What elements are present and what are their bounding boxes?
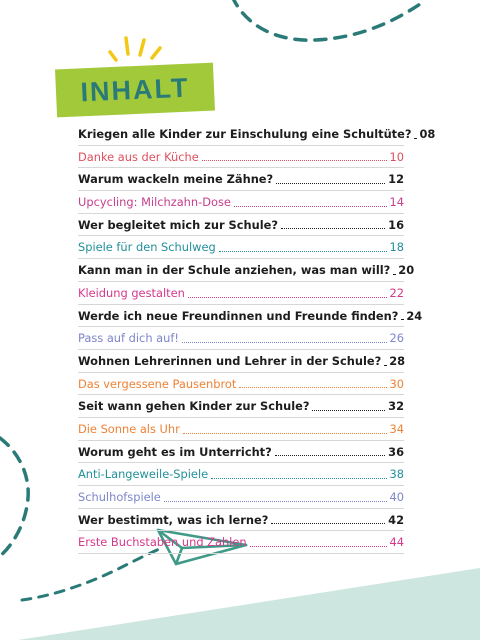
toc-entry-title: Warum wackeln meine Zähne? <box>78 172 274 187</box>
toc-entry[interactable] <box>78 395 404 418</box>
toc-entry-title: Wohnen Lehrerinnen und Lehrer in der Schule? <box>78 353 382 368</box>
toc-entry-page: 08 <box>419 127 436 141</box>
toc-entry[interactable] <box>78 441 404 464</box>
toc-entry-page: 18 <box>389 240 404 255</box>
toc-entry[interactable] <box>78 191 404 214</box>
toc-entry-title: Schulhofspiele <box>78 490 161 504</box>
dashed-loop-top <box>232 0 426 40</box>
toc-dot-leader <box>401 319 403 320</box>
toc-entry-title: Erste Buchstaben und Zahlen <box>78 535 247 550</box>
toc-entry[interactable] <box>78 236 404 259</box>
toc-dot-leader <box>250 546 387 547</box>
page-title: INHALT <box>79 72 191 107</box>
toc-entry[interactable] <box>78 373 404 396</box>
toc-dot-leader <box>393 274 395 275</box>
toc-entry-page: 40 <box>389 490 404 504</box>
toc-entry[interactable] <box>78 350 404 373</box>
toc-entry-page: 22 <box>389 285 404 300</box>
toc-entry[interactable] <box>78 327 404 350</box>
toc-entry-title: Die Sonne als Uhr <box>78 421 180 436</box>
toc-entry-title: Pass auf dich auf! <box>78 331 179 346</box>
dashed-flight-trail <box>22 547 164 600</box>
toc-dot-leader <box>414 138 416 139</box>
toc-dot-leader <box>276 183 385 184</box>
toc-dot-leader <box>384 365 386 366</box>
toc-entry-page: 34 <box>389 421 404 436</box>
toc-entry[interactable] <box>78 214 404 237</box>
toc-entry[interactable] <box>78 463 404 486</box>
toc-dot-leader <box>188 297 387 298</box>
toc-dot-leader <box>164 501 387 502</box>
toc-entry[interactable] <box>78 123 436 146</box>
toc-entry-page: 32 <box>388 399 404 414</box>
toc-entry-page: 28 <box>389 353 406 368</box>
toc-dot-leader <box>275 455 385 456</box>
toc-dot-leader <box>271 523 385 524</box>
toc-entry-page: 12 <box>388 172 404 187</box>
toc-entry[interactable] <box>78 531 404 554</box>
title-badge <box>55 63 215 118</box>
toc-entry[interactable] <box>78 282 404 305</box>
toc-entry-page: 36 <box>388 444 404 459</box>
toc-dot-leader <box>312 410 385 411</box>
toc-dot-leader <box>183 433 387 434</box>
toc-entry-title: Upcycling: Milchzahn-Dose <box>78 195 231 210</box>
toc-dot-leader <box>211 478 386 479</box>
toc-entry-title: Danke aus der Küche <box>78 149 199 164</box>
toc-entry-page: 26 <box>389 331 404 346</box>
toc-entry-title: Werde ich neue Freundinnen und Freunde finden? <box>78 308 399 323</box>
toc-entry[interactable] <box>78 509 404 532</box>
toc-entry-page: 30 <box>389 376 404 391</box>
toc-entry-page: 20 <box>398 263 415 278</box>
mint-corner-shape <box>18 568 480 640</box>
toc-entry-page: 38 <box>389 467 404 482</box>
toc-entry[interactable] <box>78 259 415 282</box>
toc-entry[interactable] <box>78 305 423 328</box>
toc-entry-page: 42 <box>388 512 404 527</box>
toc-entry[interactable] <box>78 146 404 169</box>
toc-entry-page: 16 <box>388 217 404 232</box>
toc-entry-page: 14 <box>389 195 404 210</box>
toc-entry-title: Anti-Langeweile-Spiele <box>78 467 209 482</box>
toc-entry-title: Das vergessene Pausenbrot <box>78 376 237 391</box>
table-of-contents <box>78 123 436 554</box>
toc-dot-leader <box>202 160 387 161</box>
toc-entry-title: Kriegen alle Kinder zur Einschulung eine Schultüte? <box>78 127 412 141</box>
toc-entry-title: Kann man in der Schule anziehen, was man will? <box>78 263 391 278</box>
sun-rays-icon <box>110 38 160 60</box>
toc-entry-page: 10 <box>389 149 404 164</box>
toc-entry-title: Seit wann gehen Kinder zur Schule? <box>78 399 310 414</box>
toc-entry[interactable] <box>78 486 404 509</box>
toc-dot-leader <box>239 387 386 388</box>
toc-entry-title: Wer begleitet mich zur Schule? <box>78 217 278 232</box>
toc-dot-leader <box>219 251 387 252</box>
toc-entry[interactable] <box>78 168 404 191</box>
toc-entry-title: Spiele für den Schulweg <box>78 240 216 255</box>
toc-dot-leader <box>281 228 385 229</box>
toc-entry-title: Worum geht es im Unterricht? <box>78 444 272 459</box>
toc-entry[interactable] <box>78 418 404 441</box>
dashed-curve-left <box>0 438 28 556</box>
toc-entry-page: 44 <box>389 535 404 550</box>
toc-entry-title: Wer bestimmt, was ich lerne? <box>78 512 269 527</box>
toc-entry-page: 24 <box>406 308 423 323</box>
toc-entry-title: Kleidung gestalten <box>78 285 185 300</box>
toc-dot-leader <box>234 206 387 207</box>
toc-dot-leader <box>182 342 387 343</box>
